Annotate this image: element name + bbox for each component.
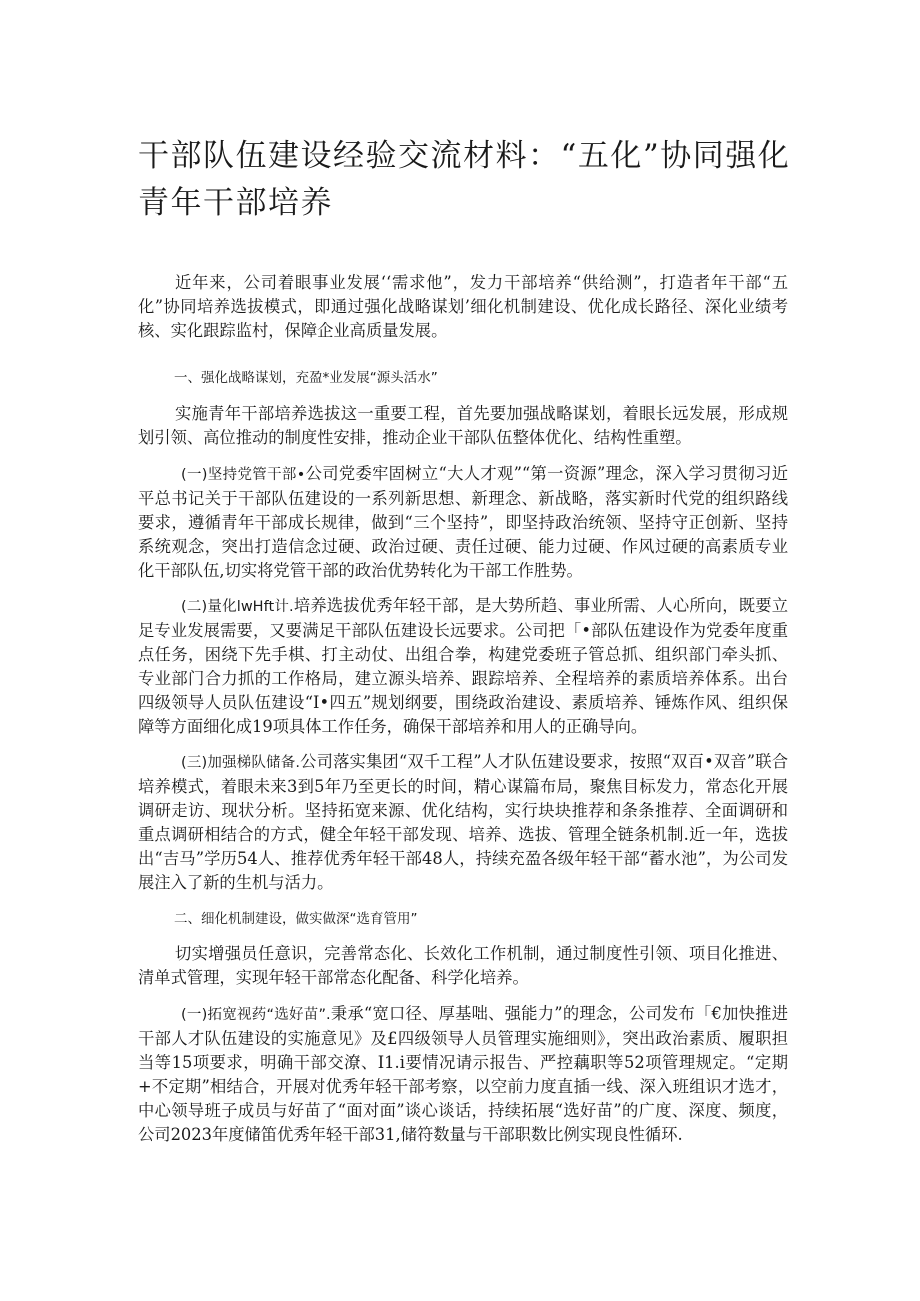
intro-paragraph: 近年来，公司着眼事业发展‘‘需求他”，发力干部培养“供给测”，打造者年干部“五化”协同培养选拔模式，即通过强化战略谋划’细化机制建设、优化成长路径、深化业绩考核、实化跟踪监村，保障企业高质量发展。 [138,273,788,340]
section-1-item-2-lead: (二)量化lwHft计. [181,599,294,615]
section-2-item-1-lead: (一)拓宽视药“选好苗”. [181,1007,331,1023]
section-1-item-3 [138,750,788,895]
section-1-item-2 [138,594,788,739]
page-title: 干部队伍建设经验交流材料：“五化”协同强化青年干部培养 [138,138,791,221]
section-2-item-1-text: 秉承“宽口径、厚基咄、强能力”的理念，公司发布「€加快推进干部人才队伍建设的实施意见》及£四级领导人员管理实施细则》，突出政治素质、履职担当等15项要求，明确干部交潦、I1.i要情况请示报告、严控藕职等52项管理规定。“定期+不定期”相结合，开展对优秀年轻干部考察，以空前力度直插一线、深入班组识才选才，中心领导班子成员与好苗了“面对面”谈心谈话，持续拓展“选好苗”的广度、深度、频度，公司2023年度储笛优秀年轻干部31,储符数量与干部职数比例实现良性循环. [138,1004,788,1144]
section-1-item-2-text: 培养选拔优秀年轻干部，是大势所趋、事业所需、人心所向，既要立足专业发展需要，又要满足干部队伍建设长远要求。公司把「•部队伍建设作为党委年度重点任务，困绕下先手棋、打主动仗、出组合拳，构建党委班子管总抓、组织部门牵头抓、专业部门合力抓的工作格局，建立源头培养、跟踪培养、全程培养的素质培养体系。出台四级领导人员队伍建设“I•四五”规划纲要，围绕政治建设、素质培养、锤炼作风、组织保障等方面细化成19项具体工作任务，确保干部培养和用人的正确导向。 [138,596,788,736]
section-1-item-3-text: 公司落实集团“双千工程”人才队伍建设要求，按照“双百•双音”联合培养模式，着眼未来3到5年乃至更长的时间，精心谋篇布局，聚焦目标发力，常态化开展调研走访、现状分析。坚持拓宽来源、优化结构，实行块块推荐和条条推荐、全面调研和重点调研相结合的方式，健全年轻干部发现、培养、选拔、管理全链条机制.近一年，选拔出“吉马”学历54人、推荐优秀年轻干部48人，持续充盈各级年轻干部“蓄水池”，为公司发展注入了新的生机与活力。 [138,752,788,892]
section-1-item-1-lead: (一)坚持党管干部• [181,467,306,483]
section-2-paragraph: 切实增强员任意识，完善常态化、长效化工作机制，通过制度性引领、项目化推进、清单式管理，实现年轻干部常态化配备、科学化培养。 [138,944,788,987]
section-2-item-1 [138,1002,788,1147]
section-1-item-1 [138,462,788,583]
section-1-item-3-lead: (三)加强梯队储备. [181,755,300,771]
section-1-paragraph: 实施青年干部培养选拔这一重要工程，首先要加强战略谋划，着眼长远发展，形成规划引领、高位推动的制度性安排，推动企业干部队伍整体优化、结构性重塑。 [138,404,788,447]
section-1-heading: 一、强化战略谋划，充盈*业发展“源头活水” [174,370,438,386]
section-2-heading: 二、细化机制建设，做实做深“选育管用” [174,911,418,927]
section-1-item-1-text: 公司党委牢固树立“大人才观”“第一资源”理念，深入学习贯彻习近平总书记关于干部队伍建设的一系列新思想、新理念、新战略，落实新时代党的组织路线要求，遵循青年干部成长规律，做到“三个坚持”，即坚持政治统领、坚持守正创新、坚持系统观念，突出打造信念过硬、政治过硬、责任过硬、能力过硬、作风过硬的高素质专业化干部队伍,切实将党管干部的政治优势转化为干部工作胜势。 [138,464,788,580]
